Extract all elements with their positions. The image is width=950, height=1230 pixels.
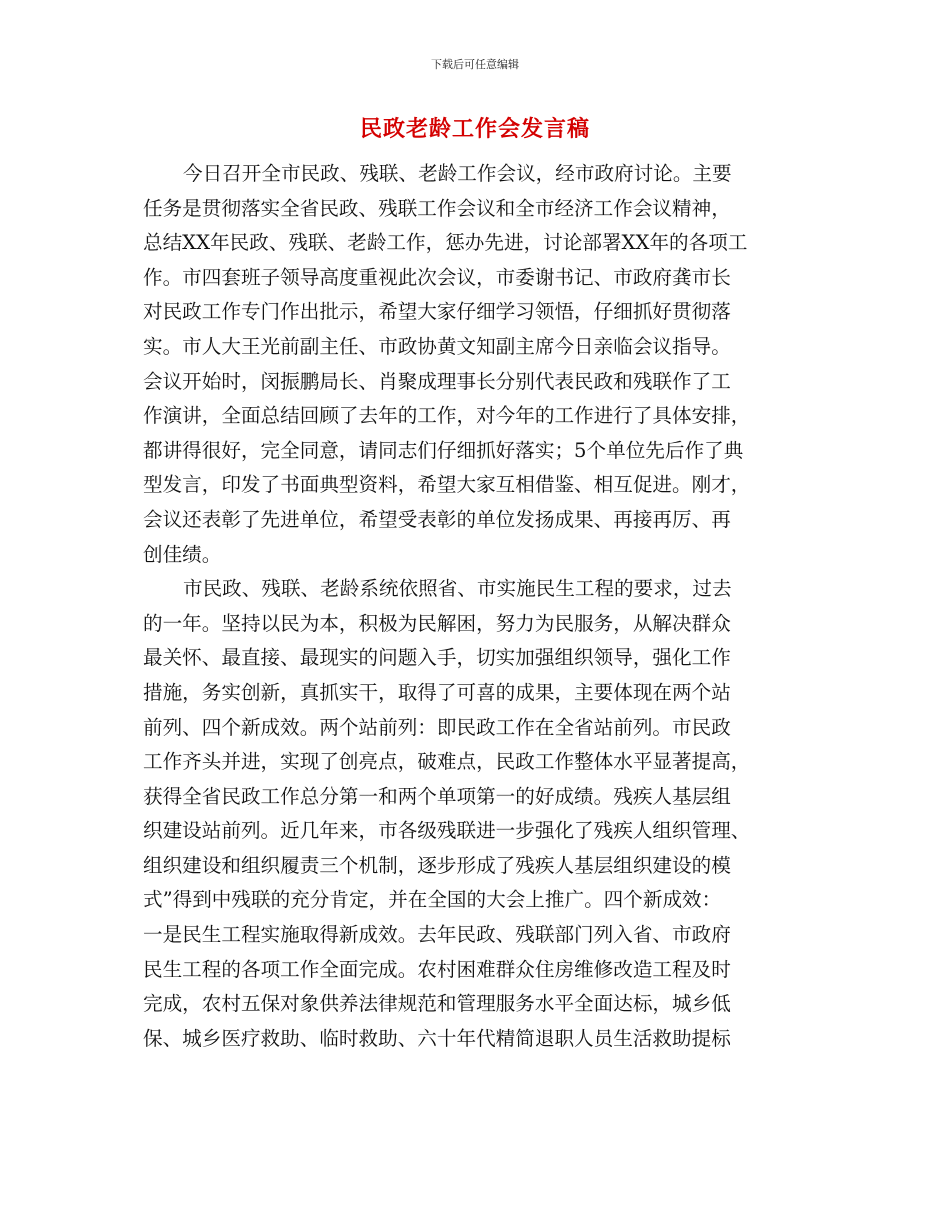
text-line: 市民政、残联、老龄系统依照省、市实施民生工程的要求，过去: [183, 577, 732, 601]
text-line: 获得全省民政工作总分第一和两个单项第一的好成绩。残疾人基层组: [143, 784, 731, 808]
text-line: 一是民生工程实施取得新成效。去年民政、残联部门列入省、市政府: [143, 923, 731, 947]
text-line: 实。市人大王光前副主任、市政协黄文知副主席今日亲临会议指导。: [143, 334, 731, 358]
text-line: 型发言，印发了书面典型资料，希望大家互相借鉴、相互促进。刚才，: [143, 473, 751, 497]
text-line: 完成，农村五保对象供养法律规范和管理服务水平全面达标，城乡低: [143, 992, 731, 1016]
text-line: 创佳绩。: [143, 542, 222, 566]
text-line: 总结XX年民政、残联、老龄工作，惩办先进，讨论部署XX年的各项工: [143, 231, 748, 255]
text-line: 保、城乡医疗救助、临时救助、六十年代精简退职人员生活救助提标: [143, 1026, 731, 1050]
text-line: 工作齐头并进，实现了创亮点，破难点，民政工作整体水平显著提高，: [143, 750, 751, 774]
text-line: 最关怀、最直接、最现实的问题入手，切实加强组织领导，强化工作: [143, 646, 731, 670]
text-line: 都讲得很好，完全同意，请同志们仔细抓好落实；5个单位先后作了典: [143, 438, 744, 462]
text-line: 措施，务实创新，真抓实干，取得了可喜的成果，主要体现在两个站: [143, 680, 731, 704]
text-line: 织建设站前列。近几年来，市各级残联进一步强化了残疾人组织管理、: [143, 819, 751, 843]
text-line: 今日召开全市民政、残联、老龄工作会议，经市政府讨论。主要: [183, 162, 732, 185]
text-line: 民生工程的各项工作全面完成。农村困难群众住房维修改造工程及时: [143, 957, 731, 981]
text-line: 式”得到中残联的充分肯定，并在全国的大会上推广。四个新成效：: [143, 888, 722, 912]
text-line: 前列、四个新成效。两个站前列：即民政工作在全省站前列。市民政: [143, 715, 731, 739]
text-line: 的一年。坚持以民为本，积极为民解困，努力为民服务，从解决群众: [143, 611, 731, 635]
text-line: 作。市四套班子领导高度重视此次会议，市委谢书记、市政府龚市长: [143, 265, 731, 289]
text-line: 任务是贯彻落实全省民政、残联工作会议和全市经济工作会议精神，: [143, 196, 731, 220]
paragraph-2: [143, 572, 811, 1056]
text-line: 对民政工作专门作出批示，希望大家仔细学习领悟，仔细抓好贯彻落: [143, 300, 731, 324]
text-line: 会议开始时，闵振鹏局长、肖聚成理事长分别代表民政和残联作了工: [143, 369, 731, 393]
paragraph-1: [143, 157, 811, 572]
text-line: 作演讲，全面总结回顾了去年的工作，对今年的工作进行了具体安排，: [143, 404, 751, 428]
header-note: 下载后可任意编辑: [431, 58, 519, 71]
text-line: 组织建设和组织履责三个机制，逐步形成了残疾人基层组织建设的模: [143, 853, 731, 877]
document-title: 民政老龄工作会发言稿: [359, 116, 590, 142]
document-body: [143, 157, 811, 1056]
text-line: 会议还表彰了先进单位，希望受表彰的单位发扬成果、再接再厉、再: [143, 507, 731, 531]
